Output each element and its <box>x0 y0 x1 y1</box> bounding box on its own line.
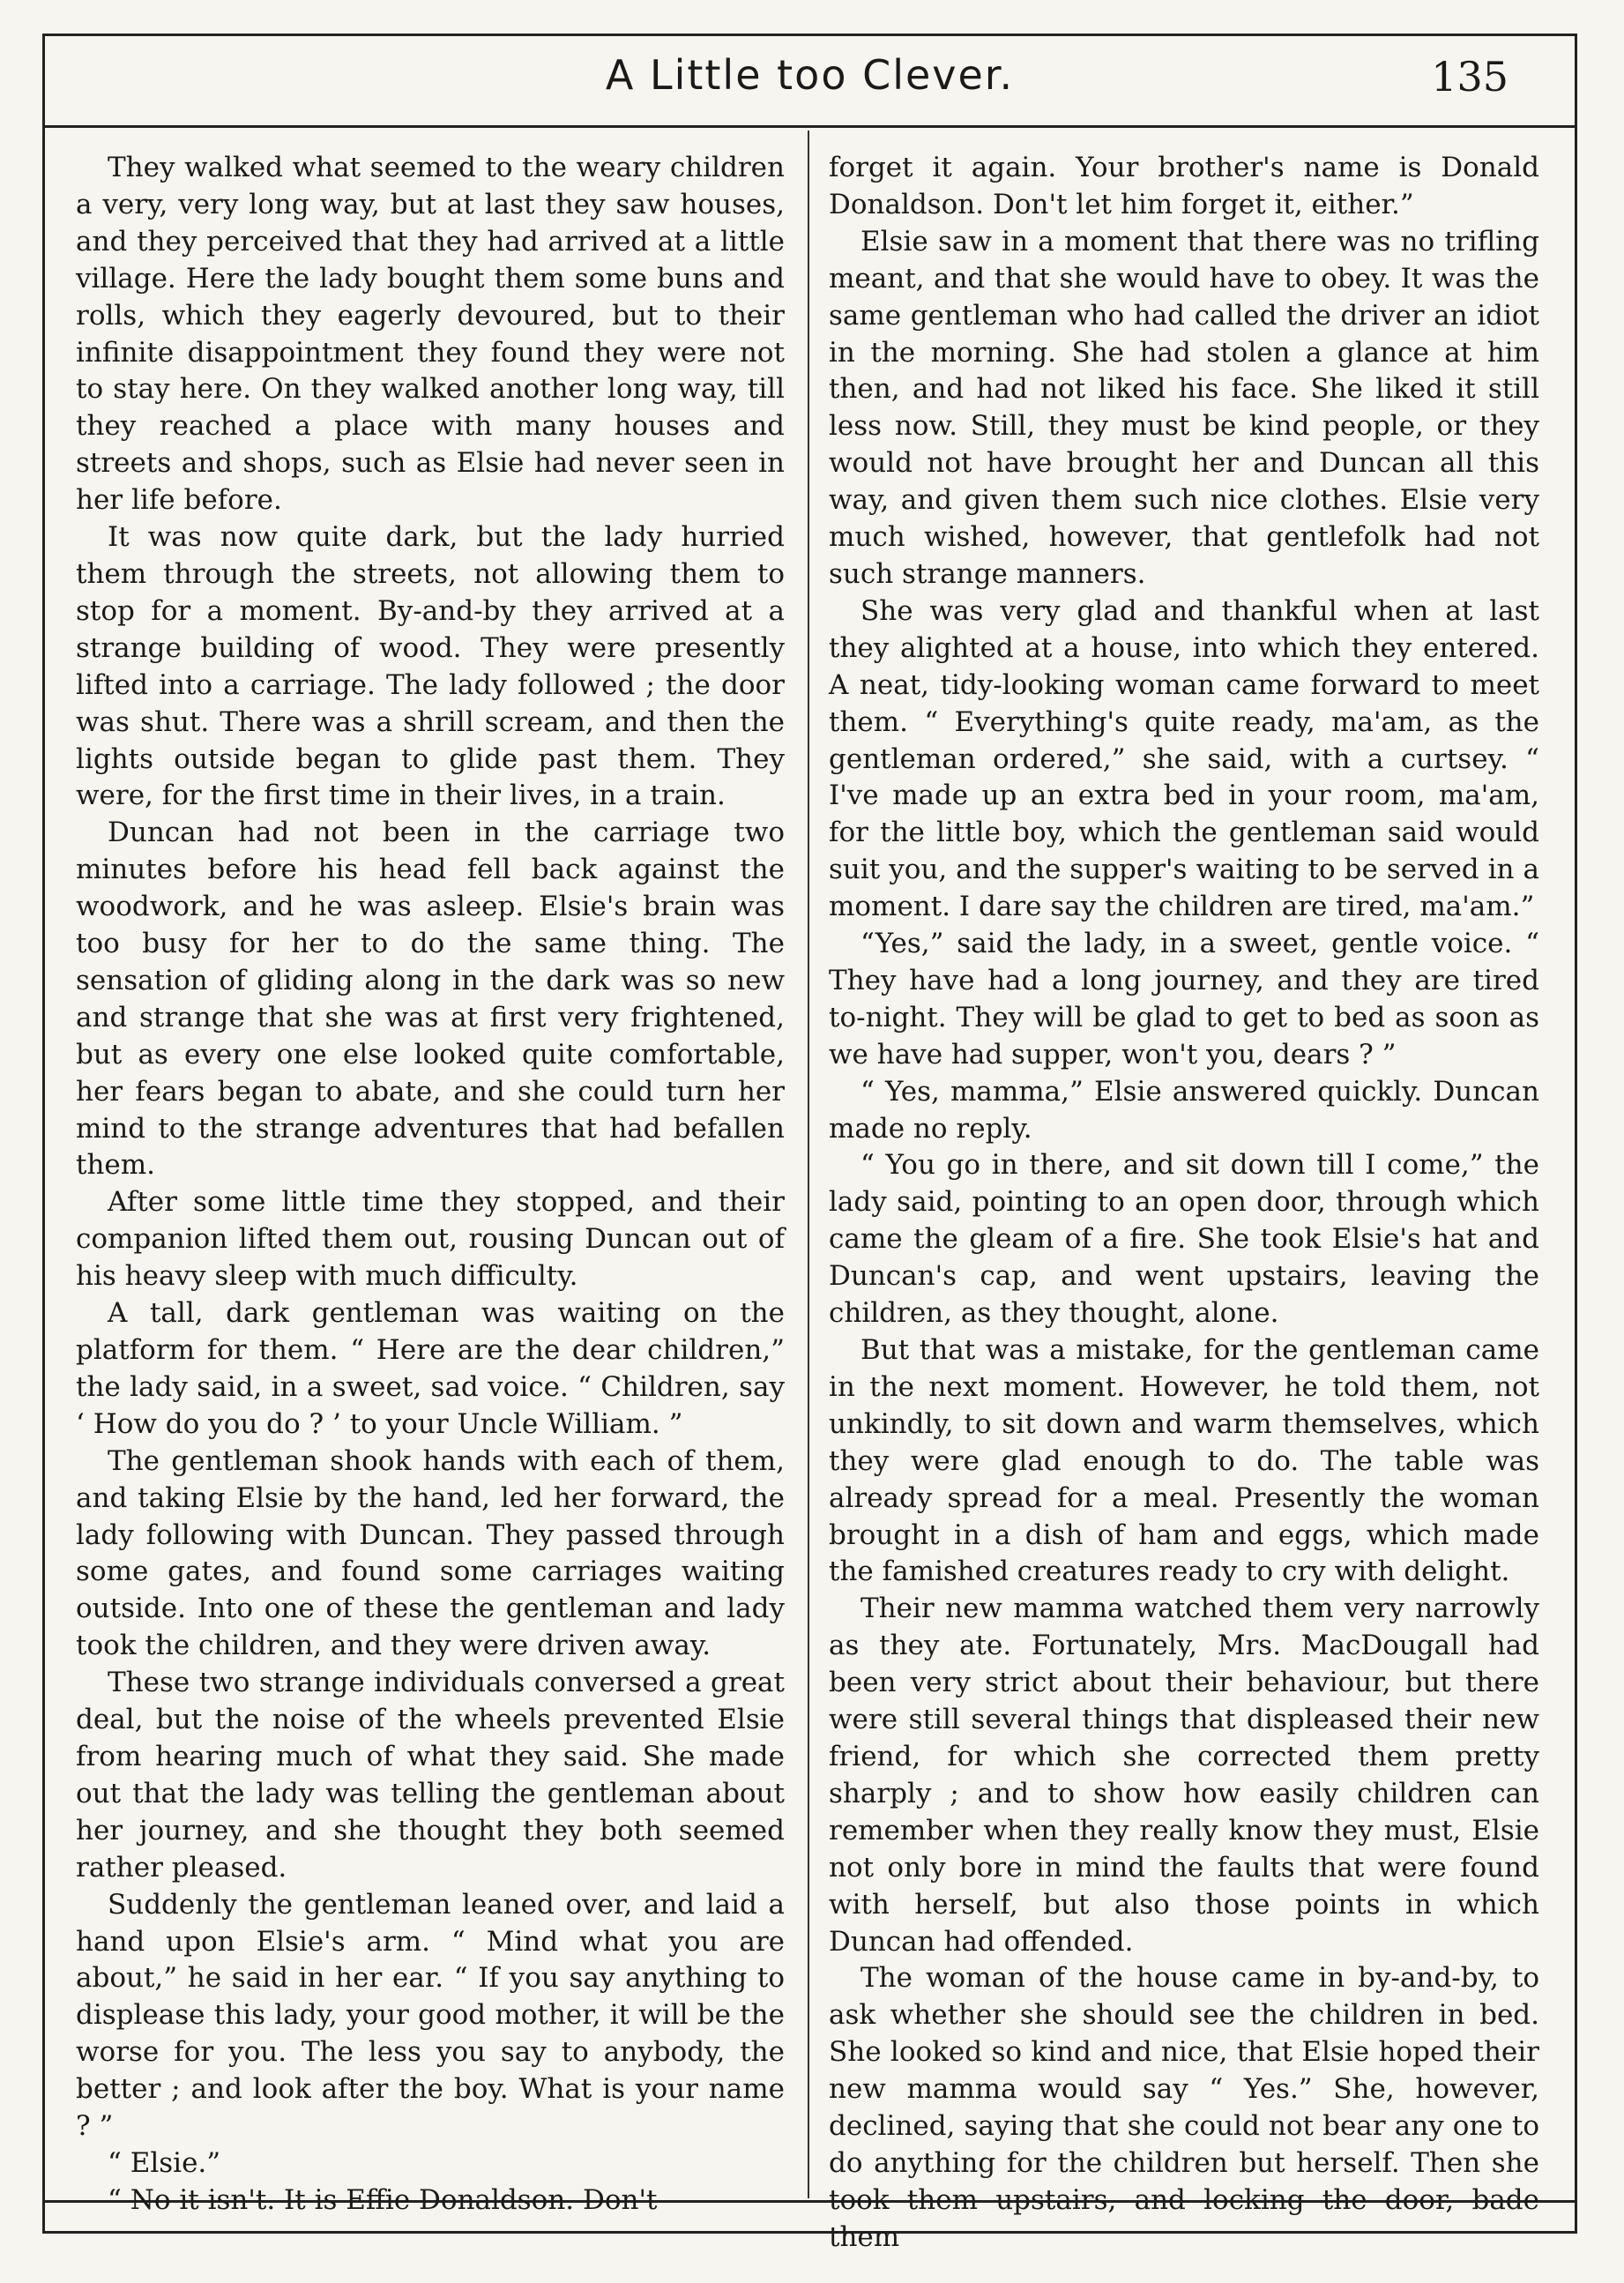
right-column <box>829 150 1539 2257</box>
paragraph: After some little time they stopped, and their companion lifted them out, rousing Duncan out of his heavy sleep with much difficulty. <box>76 1186 785 1293</box>
paragraph-continuation: forget it again. Your brother's name is Donald Donaldson. Don't let him forget it, either.” <box>829 152 1539 220</box>
paragraph: A tall, dark gentleman was waiting on the platform for them. “ Here are the dear children,” the lady said, in a sweet, sad voice. “ Children, say ‘ How do you do ? ’ to your Uncle William. ” <box>76 1297 785 1440</box>
paragraph: “Yes,” said the lady, in a sweet, gentle voice. “ They have had a long journey, and they are tired to-night. They will be glad to get to bed as soon as we have had supper, won't you, dears ? ” <box>829 928 1539 1071</box>
paragraph: “ Yes, mamma,” Elsie answered quickly. Duncan made no reply. <box>829 1075 1539 1145</box>
column-divider <box>808 131 809 2198</box>
paragraph: Their new mamma watched them very narrowly as they ate. Fortunately, Mrs. MacDougall had been very strict about their behaviour, but there were still several things that displeased their new friend, for which she corrected them pretty sharply ; and to show how easily children can remember when they really know they must, Elsie not only bore in mind the faults that were found with herself, but also those points in which Duncan had offended. <box>829 1593 1539 1958</box>
paragraph: She was very glad and thankful when at last they alighted at a house, into which they entered. A neat, tidy-looking woman came forward to meet them. “ Everything's quite ready, ma'am, as the gentleman ordered,” she said, with a curtsey. “ I've made up an extra bed in your room, ma'am, for the little boy, which the gentleman said would suit you, and the supper's waiting to be served in a moment. I dare say the children are tired, ma'am.” <box>829 594 1539 923</box>
paragraph: They walked what seemed to the weary children a very, very long way, but at last they saw houses, and they perceived that they had arrived at a little village. Here the lady bought them some buns and rolls, which they eagerly devoured, but to their infinite disappointment they found they were not to stay here. On they walked another long way, till they reached a place with many houses and streets and shops, such as Elsie had never seen in her life before. <box>76 152 785 517</box>
paragraph: “ You go in there, and sit down till I come,” the lady said, pointing to an open door, through which came the gleam of a fire. She took Elsie's hat and Duncan's cap, and went upstairs, leaving the children, as they thought, alone. <box>829 1149 1539 1330</box>
paragraph: “ No it isn't. It is Effie Donaldson. Don't <box>108 2183 658 2216</box>
paragraph: “ Elsie.” <box>108 2146 221 2179</box>
paragraph: Suddenly the gentleman leaned over, and laid a hand upon Elsie's arm. “ Mind what you are about,” he said in her ear. “ If you say anything to displease this lady, your good mother, it will be the worse for you. The less you say to anybody, the better ; and look after the boy. What is your name ? ” <box>76 1888 785 2143</box>
left-column <box>76 150 785 2220</box>
paragraph: Elsie saw in a moment that there was no trifling meant, and that she would have to obey. It was the same gentleman who had called the driver an idiot in the morning. She had stolen a glance at him then, and had not liked his face. She liked it still less now. Still, they must be kind people, or they would not have brought her and Duncan all this way, and given them such nice clothes. Elsie very much wished, however, that gentlefolk had not such strange manners. <box>829 225 1539 590</box>
running-header <box>42 51 1577 122</box>
paragraph: Duncan had not been in the carriage two minutes before his head fell back against the woodwork, and he was asleep. Elsie's brain was too busy for her to do the same thing. The sensation of gliding along in the dark was so new and strange that she was at first very frightened, but as every one else looked quite comfortable, her fears began to abate, and she could turn her mind to the strange adventures that had befallen them. <box>76 817 785 1182</box>
paragraph: The woman of the house came in by-and-by, to ask whether she should see the children in bed. She looked so kind and nice, that Elsie hoped their new mamma would say “ Yes.” She, however, declined, saying that she could not bear any one to do anything for the children but herself. Then she took them upstairs, and locking the door, bade them <box>829 1962 1539 2253</box>
page-number: 135 <box>1431 53 1509 101</box>
header-rule <box>42 125 1577 128</box>
paragraph: These two strange individuals conversed a great deal, but the noise of the wheels prevented Elsie from hearing much of what they said. She made out that the lady was telling the gentleman about her journey, and she thought they both seemed rather pleased. <box>76 1667 785 1884</box>
paragraph: But that was a mistake, for the gentleman came in the next moment. However, he told them, not unkindly, to sit down and warm themselves, which they were glad enough to do. The table was already spread for a meal. Presently the woman brought in a dish of ham and eggs, which made the famished creatures ready to cry with delight. <box>829 1334 1539 1588</box>
paragraph: The gentleman shook hands with each of them, and taking Elsie by the hand, led her forward, the lady following with Duncan. They passed through some gates, and found some carriages waiting outside. Into one of these the gentleman and lady took the children, and they were driven away. <box>76 1444 785 1662</box>
page-title: A Little too Clever. <box>605 51 1015 99</box>
paragraph: It was now quite dark, but the lady hurried them through the streets, not allowing them to stop for a moment. By-and-by they arrived at a strange building of wood. They were presently lifted into a carriage. The lady followed ; the door was shut. There was a shrill scream, and then the lights outside began to glide past them. They were, for the first time in their lives, in a train. <box>76 521 785 812</box>
